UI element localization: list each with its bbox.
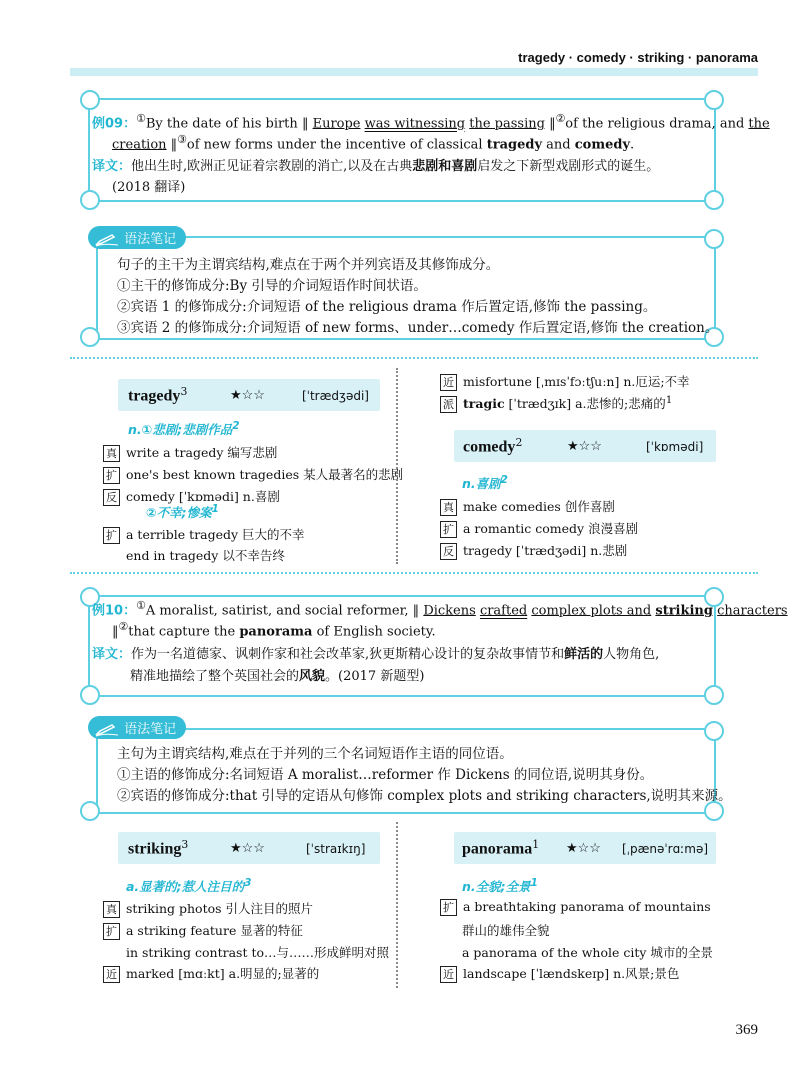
entry-line: 扩 a striking feature 显著的特征 bbox=[103, 921, 303, 940]
phonetic: [ˌpænəˈrɑːmə] bbox=[622, 842, 709, 856]
entry-line: 派 tragic [ˈtrædʒɪk] a.悲惨的;悲痛的$^1$ bbox=[440, 394, 672, 413]
phonetic: [ˈstraɪkɪŋ] bbox=[306, 842, 366, 856]
tag-icon: 真 bbox=[103, 445, 120, 462]
word-panorama bbox=[462, 838, 539, 858]
keyword: striking bbox=[655, 603, 713, 619]
frame-corner bbox=[704, 801, 724, 821]
tag-icon: 反 bbox=[440, 543, 457, 560]
frame-corner bbox=[80, 801, 100, 821]
pencil-icon bbox=[94, 723, 120, 737]
subject: Dickens bbox=[423, 603, 476, 619]
note-line: ②宾语的修饰成分:that 引导的定语从句修饰 complex plots and striking characters,说明其来源。 bbox=[117, 788, 732, 804]
star-rating: ★☆☆ bbox=[230, 388, 265, 403]
entry-line: 扩 a breathtaking panorama of mountains bbox=[440, 899, 711, 916]
pencil-icon bbox=[94, 233, 120, 247]
tag-icon: 真 bbox=[103, 901, 120, 918]
translation-keyword: 悲剧和喜剧 bbox=[412, 159, 478, 174]
object: characters bbox=[717, 603, 788, 619]
headword: tragedy bbox=[128, 387, 181, 405]
frame-corner bbox=[80, 327, 100, 347]
example-label: 例10： bbox=[92, 603, 137, 619]
note-line: 主句为主谓宾结构,难点在于并列的三个名词短语作主语的同位语。 bbox=[117, 746, 513, 762]
tag-icon: 真 bbox=[440, 499, 457, 516]
keyword: comedy bbox=[574, 137, 631, 153]
frame-corner bbox=[704, 90, 724, 110]
clause-text: By the date of his birth bbox=[145, 116, 298, 132]
clause-text: that capture the bbox=[128, 624, 236, 640]
column-separator bbox=[396, 368, 408, 564]
entry-line: 扩 a terrible tragedy 巨大的不幸 bbox=[103, 525, 305, 544]
tag-icon: 反 bbox=[103, 489, 120, 506]
clause-text: of English society. bbox=[316, 624, 436, 640]
entry-line: 真 striking photos 引人注目的照片 bbox=[103, 899, 313, 918]
sense: a.显著的;惹人注目的$^3$ bbox=[126, 877, 252, 895]
object: creation bbox=[112, 137, 167, 153]
translation-label: 译文： bbox=[92, 159, 132, 174]
tag-icon: 近 bbox=[103, 966, 120, 983]
example-10-line2 bbox=[112, 620, 436, 639]
clause-sep: ‖ bbox=[112, 624, 119, 640]
entry-line: 近 marked [mɑːkt] a.明显的;显著的 bbox=[103, 964, 319, 983]
tag-icon: 扩 bbox=[103, 923, 120, 940]
entry-line: 扩 one's best known tragedies 某人最著名的悲剧 bbox=[103, 465, 403, 484]
translation-text: 他出生时,欧洲正见证着宗教剧的消亡,以及在古典 bbox=[131, 159, 413, 174]
sense: ②不幸;惨案$^1$ bbox=[146, 503, 219, 521]
headword: comedy bbox=[463, 438, 516, 456]
tag-icon: 近 bbox=[440, 966, 457, 983]
entry-line: 群山的雄伟全貌 bbox=[462, 923, 550, 938]
tag-icon: 扩 bbox=[440, 521, 457, 538]
translation-text: 作为一名道德家、讽刺作家和社会改革家,狄更斯精心设计的复杂故事情节和 bbox=[131, 647, 565, 662]
entry-line: a panorama of the whole city 城市的全景 bbox=[462, 945, 713, 960]
star-rating: ★☆☆ bbox=[566, 841, 601, 856]
keyword: tragedy bbox=[486, 137, 543, 153]
phonetic: [ˈtrædʒədi] bbox=[302, 389, 369, 403]
star-rating: ★☆☆ bbox=[567, 439, 602, 454]
section-divider bbox=[70, 572, 758, 574]
star-rating: ★☆☆ bbox=[230, 841, 265, 856]
translation-source: (2018 翻译) bbox=[112, 180, 186, 195]
frame-corner bbox=[80, 90, 100, 110]
example-label: 例09： bbox=[92, 116, 137, 132]
translation-label: 译文： bbox=[92, 647, 132, 662]
tag-icon: 扩 bbox=[103, 467, 120, 484]
object: the passing bbox=[469, 116, 545, 132]
clause-sep: ‖ bbox=[301, 116, 309, 132]
object: the bbox=[748, 116, 770, 132]
note-line: ②宾语 1 的修饰成分:介词短语 of the religious drama 作后置定语,修饰 the passing。 bbox=[117, 299, 657, 315]
clause-marker: ① bbox=[136, 112, 146, 125]
example-10-translation-2: 精准地描绘了整个英国社会的风貌。(2017 新题型) bbox=[130, 669, 425, 684]
entry-line: 扩 a romantic comedy 浪漫喜剧 bbox=[440, 519, 638, 538]
sense: n.喜剧$^2$ bbox=[462, 474, 508, 492]
tag-icon: 近 bbox=[440, 374, 457, 391]
translation-text: 人物角色, bbox=[603, 647, 660, 662]
example-10-line1 bbox=[92, 599, 788, 618]
tag-icon: 扩 bbox=[440, 899, 457, 916]
entry-line: 真 make comedies 创作喜剧 bbox=[440, 497, 615, 516]
clause-marker: ② bbox=[118, 620, 129, 633]
grammar-notes-badge bbox=[88, 716, 186, 739]
badge-label: 语法笔记 bbox=[124, 232, 177, 247]
tag-icon: 派 bbox=[440, 396, 457, 413]
clause-marker: ② bbox=[555, 112, 566, 125]
phonetic: [ˈkɒmədi] bbox=[646, 440, 704, 454]
frequency-sup: 3 bbox=[181, 838, 189, 851]
clause-text: of the religious drama, and bbox=[565, 116, 745, 132]
clause-sep: ‖ bbox=[412, 603, 420, 619]
headword: striking bbox=[128, 840, 182, 858]
frequency-sup: 3 bbox=[180, 385, 188, 398]
keyword: panorama bbox=[239, 624, 313, 640]
running-header: tragedy · comedy · striking · panorama bbox=[518, 50, 758, 65]
note-line: ①主语的修饰成分:名词短语 A moralist…reformer 作 Dickens 的同位语,说明其身份。 bbox=[117, 767, 654, 783]
sense: n.①悲剧;悲剧作品$^2$ bbox=[128, 420, 240, 438]
badge-label: 语法笔记 bbox=[124, 722, 177, 737]
example-09-line1 bbox=[92, 112, 770, 131]
clause-marker: ① bbox=[136, 599, 146, 612]
word-comedy bbox=[463, 436, 522, 456]
header-bar bbox=[70, 68, 758, 76]
frequency-sup: 1 bbox=[532, 838, 540, 851]
frame-corner bbox=[704, 721, 724, 741]
entry-line: 近 misfortune [ˌmɪsˈfɔːtʃuːn] n.厄运;不幸 bbox=[440, 372, 690, 391]
clause-text: of new forms under the incentive of classical bbox=[186, 137, 483, 153]
verb: was witnessing bbox=[364, 116, 466, 132]
clause-text: A moralist, satirist, and social reformer, bbox=[145, 603, 409, 619]
section-divider bbox=[70, 357, 758, 359]
verb: crafted bbox=[479, 603, 528, 619]
word-striking bbox=[128, 838, 188, 858]
example-09-line2 bbox=[112, 133, 634, 152]
tag-icon: 扩 bbox=[103, 527, 120, 544]
frame-corner bbox=[80, 190, 100, 210]
translation-text: 启发之下新型戏剧形式的诞生。 bbox=[477, 159, 660, 174]
note-line: 句子的主干为主谓宾结构,难点在于两个并列宾语及其修饰成分。 bbox=[117, 257, 500, 273]
grammar-notes-badge bbox=[88, 226, 186, 249]
frequency-sup: 2 bbox=[515, 436, 523, 449]
example-10-translation bbox=[92, 643, 659, 662]
object: complex plots and bbox=[531, 603, 652, 619]
entry-line: end in tragedy 以不幸告终 bbox=[126, 548, 285, 563]
subject: Europe bbox=[312, 116, 361, 132]
entry-line: 反 comedy [ˈkɒmədi] n.喜剧 bbox=[103, 487, 280, 506]
clause-text: and bbox=[546, 137, 571, 153]
headword: panorama bbox=[462, 840, 533, 858]
translation-keyword: 风貌 bbox=[299, 669, 326, 684]
note-line: ①主干的修饰成分:By 引导的介词短语作时间状语。 bbox=[117, 278, 427, 294]
entry-line: 真 write a tragedy 编写悲剧 bbox=[103, 443, 277, 462]
clause-sep: ‖ bbox=[549, 116, 556, 132]
frame-corner bbox=[704, 685, 724, 705]
entry-line: in striking contrast to…与……形成鲜明对照 bbox=[126, 945, 390, 960]
frame-corner bbox=[704, 229, 724, 249]
clause-sep: ‖ bbox=[170, 137, 178, 153]
clause-text: . bbox=[630, 137, 635, 153]
column-separator bbox=[396, 822, 408, 988]
note-line: ③宾语 2 的修饰成分:介词短语 of new forms、under…comedy 作后置定语,修饰 the creation。 bbox=[117, 320, 719, 336]
example-09-translation bbox=[92, 155, 659, 174]
entry-line: 反 tragedy [ˈtrædʒədi] n.悲剧 bbox=[440, 541, 627, 560]
frame-corner bbox=[80, 685, 100, 705]
translation-keyword: 鲜活的 bbox=[564, 647, 604, 662]
word-tragedy bbox=[128, 385, 187, 405]
sense: n.全貌;全景$^1$ bbox=[462, 877, 538, 895]
clause-marker: ③ bbox=[177, 133, 187, 146]
page-number: 369 bbox=[735, 1022, 758, 1038]
frame-corner bbox=[704, 190, 724, 210]
entry-line: 近 landscape [ˈlændskeɪp] n.风景;景色 bbox=[440, 964, 679, 983]
